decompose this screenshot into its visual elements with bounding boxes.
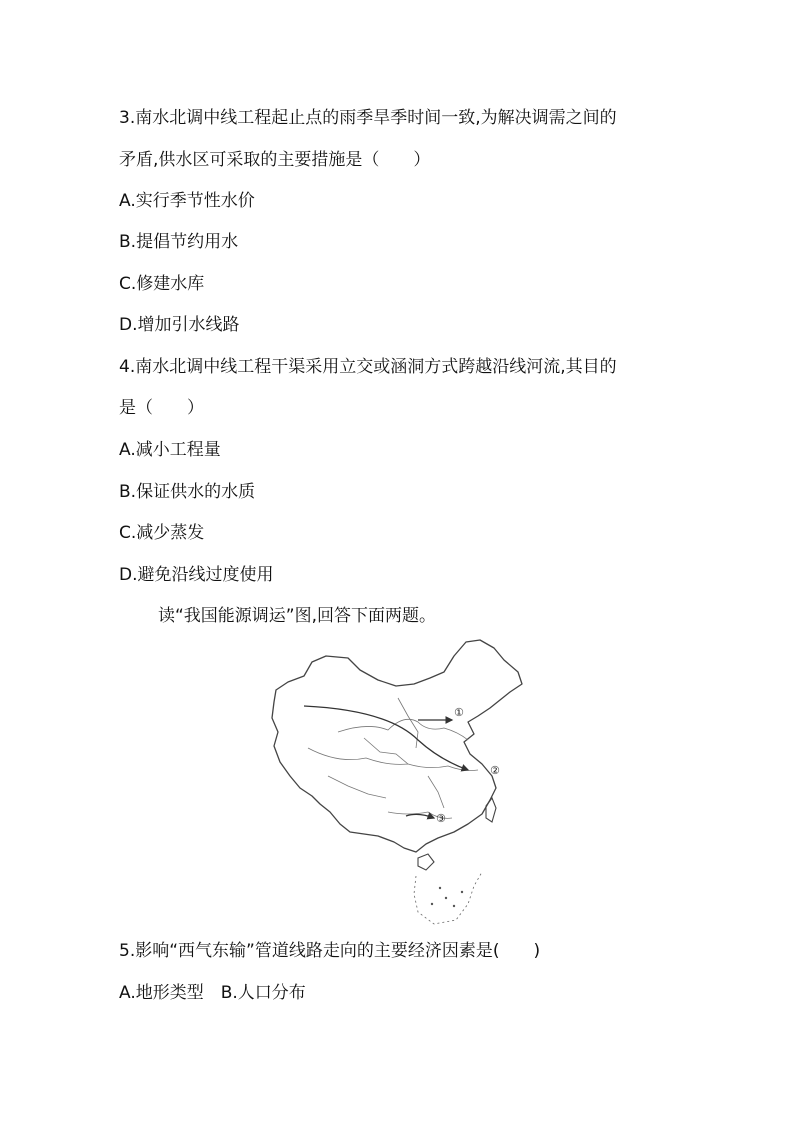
china-outline: [272, 640, 522, 852]
sea-boundary-dashed: [414, 872, 482, 924]
province-line-1: [398, 698, 418, 748]
route-2-arrow: [304, 706, 468, 770]
province-line-3: [428, 776, 444, 808]
reading-prompt: 读“我国能源调运”图,回答下面两题。: [158, 606, 437, 626]
yangtze-river: [308, 748, 478, 771]
taiwan-outline: [486, 798, 496, 822]
province-line-2: [364, 738, 408, 764]
island-dot: [461, 891, 463, 893]
question-4-stem-line-1: 4.南水北调中线工程干渠采用立交或涵洞方式跨越沿线河流,其目的: [119, 357, 617, 377]
question-3-option-a: A.实行季节性水价: [119, 191, 255, 211]
marker-2: ②: [490, 764, 500, 777]
province-line-4: [328, 776, 386, 798]
question-4-option-a: A.减小工程量: [119, 440, 221, 460]
china-energy-transport-map: [268, 636, 528, 928]
island-dot: [439, 887, 441, 889]
marker-1: ①: [454, 706, 464, 719]
island-dot: [431, 903, 433, 905]
route-3-arrow: [406, 814, 434, 818]
island-dot: [445, 897, 447, 899]
island-dot: [453, 905, 455, 907]
question-3-stem-line-1: 3.南水北调中线工程起止点的雨季旱季时间一致,为解决调需之间的: [119, 108, 617, 128]
question-4-option-d: D.避免沿线过度使用: [119, 565, 274, 585]
question-5-stem: 5.影响“西气东输”管道线路走向的主要经济因素是( ): [119, 941, 541, 961]
marker-3: ③: [436, 812, 446, 825]
question-4-option-c: C.减少蒸发: [119, 523, 205, 543]
question-3-option-d: D.增加引水线路: [119, 315, 240, 335]
question-3-option-c: C.修建水库: [119, 274, 205, 294]
question-5-options: A.地形类型 B.人口分布: [119, 983, 306, 1003]
question-4-option-b: B.保证供水的水质: [119, 482, 256, 502]
question-4-stem-line-2: 是（ ）: [119, 398, 204, 418]
question-3-stem-line-2: 矛盾,供水区可采取的主要措施是（ ）: [119, 150, 431, 170]
question-3-option-b: B.提倡节约用水: [119, 232, 239, 252]
yellow-river: [338, 719, 468, 740]
hainan-outline: [418, 854, 434, 870]
